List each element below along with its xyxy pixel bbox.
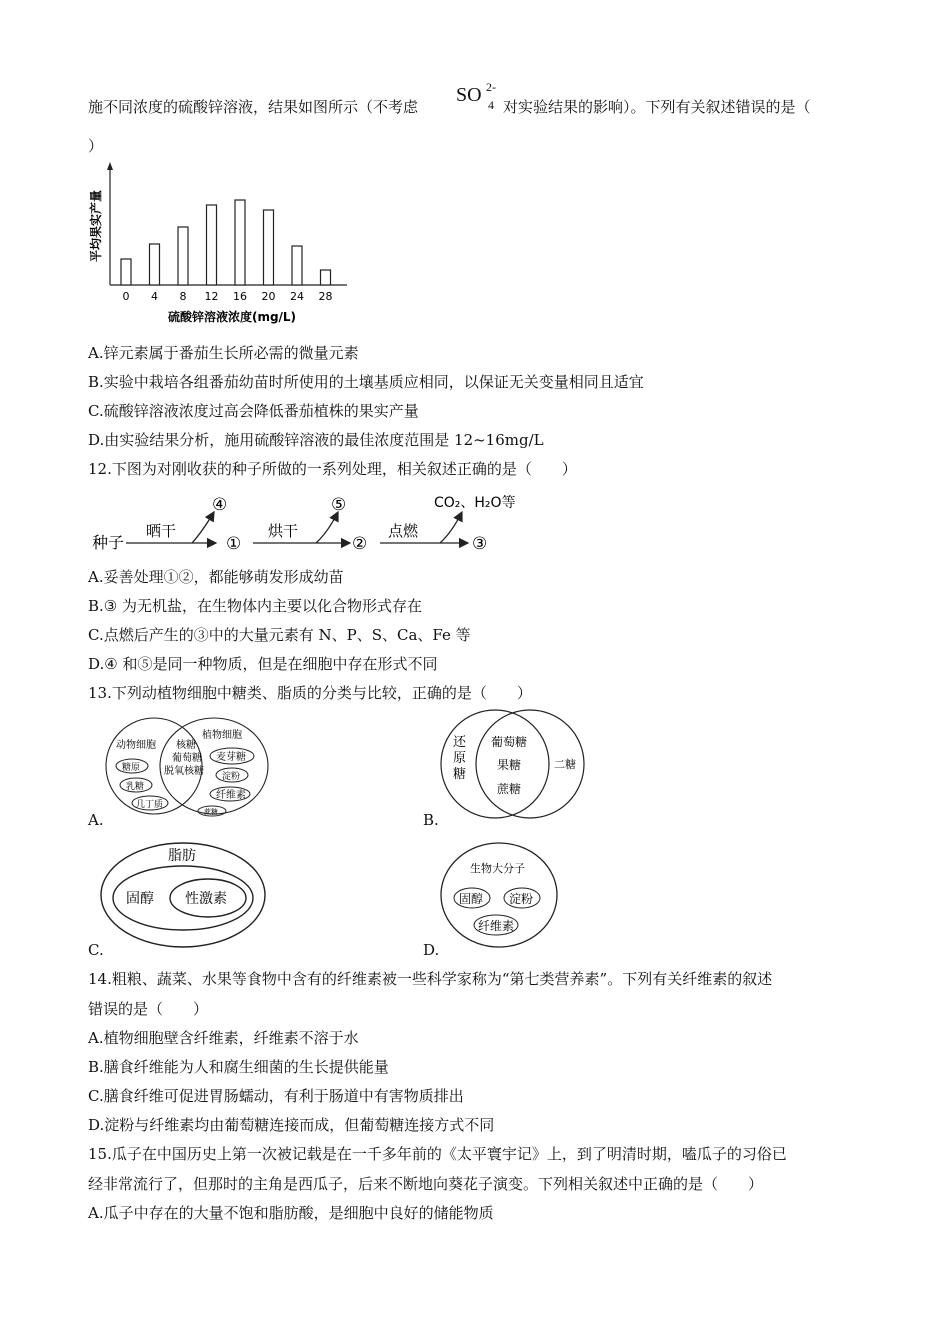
x-tick-24: 24 bbox=[290, 290, 304, 303]
q11-intro-close: ） bbox=[88, 137, 104, 155]
q14-stem-2: 错误的是（ ） bbox=[88, 1000, 209, 1018]
reducing-sugar-char-3: 糖 bbox=[453, 767, 467, 782]
animal-item-3: 几丁质 bbox=[136, 800, 164, 810]
q13-stem: 13.下列动植物细胞中糖类、脂质的分类与比较，正确的是（ ） bbox=[88, 684, 532, 702]
q13-diagram-d bbox=[438, 840, 560, 950]
q15-option-a: A.瓜子中存在的大量不饱和脂肪酸，是细胞中良好的储能物质 bbox=[88, 1204, 494, 1222]
flow-loss-2: ⑤ bbox=[331, 495, 347, 515]
flow-gas: CO₂、H₂O等 bbox=[434, 495, 516, 511]
flow-out-3: ③ bbox=[472, 534, 488, 554]
x-tick-8: 8 bbox=[179, 290, 187, 303]
q13-label-c: C. bbox=[88, 941, 104, 959]
sulfate-formula bbox=[456, 80, 500, 114]
bar-28 bbox=[321, 270, 331, 285]
overlap-item-1: 葡萄糖 bbox=[491, 735, 528, 749]
bar-8 bbox=[178, 227, 188, 285]
x-tick-12: 12 bbox=[204, 290, 219, 303]
flow-start: 种子 bbox=[92, 533, 125, 552]
bar-4 bbox=[150, 244, 160, 285]
chart-ylabel: 平均果实产量 bbox=[89, 189, 103, 263]
disaccharide-label: 二糖 bbox=[554, 758, 576, 771]
q12-flow-diagram bbox=[88, 488, 528, 558]
shared-item-3: 脱氧核糖 bbox=[164, 766, 204, 777]
q15-stem-2: 经非常流行了，但那时的主角是西瓜子，后来不断地向葵花子演变。下列相关叙述中正确的是（ ） bbox=[88, 1175, 764, 1193]
q13-label-b: B. bbox=[423, 811, 439, 829]
q11-option-a: A.锌元素属于番茄生长所必需的微量元素 bbox=[88, 344, 359, 362]
q11-intro-b bbox=[503, 97, 811, 117]
q11-option-d: D.由实验结果分析，施用硫酸锌溶液的最佳浓度范围是 12~16mg/L bbox=[88, 431, 544, 449]
flow-loss-1: ④ bbox=[212, 495, 228, 515]
x-tick-4: 4 bbox=[151, 290, 158, 303]
flow-branch-2 bbox=[316, 512, 338, 543]
q13-diagram-b bbox=[438, 706, 588, 824]
overlap-item-3: 蔗糖 bbox=[497, 782, 522, 796]
reducing-sugar-char-1: 还 bbox=[453, 735, 467, 750]
q13-label-a: A. bbox=[88, 811, 104, 829]
x-tick-28: 28 bbox=[318, 290, 333, 303]
sterol-label: 固醇 bbox=[126, 891, 154, 907]
bar-16 bbox=[235, 200, 245, 285]
plant-item-1: 麦芽糖 bbox=[216, 752, 246, 763]
sulfate-subscript: 4 bbox=[488, 98, 494, 112]
flow-branch-3 bbox=[440, 512, 462, 543]
flow-out-2: ② bbox=[352, 534, 368, 554]
q11-option-c: C.硫酸锌溶液浓度过高会降低番茄植株的果实产量 bbox=[88, 402, 419, 420]
q12-option-a: A.妥善处理①②，都能够萌发形成幼苗 bbox=[88, 568, 344, 586]
x-tick-0: 0 bbox=[122, 290, 130, 303]
q12-option-d: D.④ 和⑤是同一种物质，但是在细胞中存在形式不同 bbox=[88, 655, 438, 673]
q14-option-c: C.膳食纤维可促进胃肠蠕动，有利于肠道中有害物质排出 bbox=[88, 1087, 464, 1105]
q14-option-d: D.淀粉与纤维素均由葡萄糖连接而成，但葡萄糖连接方式不同 bbox=[88, 1116, 495, 1134]
plant-item-4: 蔗糖 bbox=[204, 808, 218, 816]
overlap-item-2: 果糖 bbox=[497, 758, 522, 772]
x-tick-16: 16 bbox=[233, 290, 247, 303]
sulfate-charge: 2- bbox=[486, 80, 496, 94]
bar-24 bbox=[292, 246, 302, 285]
shared-item-2: 葡萄糖 bbox=[172, 753, 202, 764]
q13-diagram-c bbox=[98, 840, 270, 950]
flow-step-3: 点燃 bbox=[388, 522, 419, 540]
fat-label: 脂肪 bbox=[168, 848, 196, 864]
plant-item-3: 纤维素 bbox=[216, 790, 246, 801]
q12-option-b: B.③ 为无机盐，在生物体内主要以化合物形式存在 bbox=[88, 597, 423, 615]
q11-bar-chart bbox=[82, 160, 372, 330]
diagd-item-1: 固醇 bbox=[459, 892, 484, 906]
q11-intro bbox=[88, 97, 418, 117]
q11-intro-text-b: 对实验结果的影响）。下列有关叙述错误的是（ bbox=[503, 98, 811, 116]
chart-y-arrow bbox=[107, 162, 113, 170]
flow-out-1: ① bbox=[226, 534, 242, 554]
reducing-sugar-char-2: 原 bbox=[453, 751, 467, 766]
biomacromolecule-title: 生物大分子 bbox=[470, 862, 525, 875]
x-tick-20: 20 bbox=[261, 290, 276, 303]
plant-cell-title: 植物细胞 bbox=[202, 730, 242, 741]
sulfate-base: SO bbox=[456, 84, 482, 106]
q14-option-a: A.植物细胞壁含纤维素，纤维素不溶于水 bbox=[88, 1029, 359, 1047]
flow-branch-1 bbox=[192, 512, 214, 543]
sex-hormone-label: 性激素 bbox=[185, 891, 227, 907]
q12-option-c: C.点燃后产生的③中的大量元素有 N、P、S、Ca、Fe 等 bbox=[88, 626, 471, 644]
flow-step-1: 晒干 bbox=[146, 522, 177, 540]
animal-item-1: 糖原 bbox=[122, 763, 141, 773]
q11-option-b: B.实验中栽培各组番茄幼苗时所使用的土壤基质应相同，以保证无关变量相同且适宜 bbox=[88, 373, 644, 391]
q15-stem-1: 15.瓜子在中国历史上第一次被记载是在一千多年前的《太平寰宇记》上，到了明清时期，嗑瓜子的习俗已 bbox=[88, 1145, 787, 1163]
diagd-item-3: 纤维素 bbox=[478, 919, 515, 933]
q14-option-b: B.膳食纤维能为人和腐生细菌的生长提供能量 bbox=[88, 1058, 389, 1076]
shared-item-1: 核糖 bbox=[176, 740, 196, 751]
chart-xlabel: 硫酸锌溶液浓度(mg/L) bbox=[167, 310, 297, 324]
diagd-item-2: 淀粉 bbox=[509, 892, 534, 906]
q12-stem: 12.下图为对刚收获的种子所做的一系列处理，相关叙述正确的是（ ） bbox=[88, 460, 577, 478]
plant-item-2: 淀粉 bbox=[222, 772, 241, 782]
q14-stem-1: 14.粗粮、蔬菜、水果等食物中含有的纤维素被一些科学家称为“第七类营养素”。下列有关纤维素的叙述 bbox=[88, 970, 773, 988]
q13-diagram-a bbox=[102, 712, 272, 822]
bar-20 bbox=[264, 210, 274, 285]
bar-12 bbox=[207, 205, 217, 285]
bar-0 bbox=[121, 259, 131, 285]
q13-label-d: D. bbox=[423, 941, 440, 959]
q11-intro-text-a: 施不同浓度的硫酸锌溶液，结果如图所示（不考虑 bbox=[88, 98, 419, 116]
animal-item-2: 乳糖 bbox=[126, 782, 145, 792]
animal-cell-title: 动物细胞 bbox=[116, 740, 156, 751]
flow-step-2: 烘干 bbox=[268, 522, 299, 540]
